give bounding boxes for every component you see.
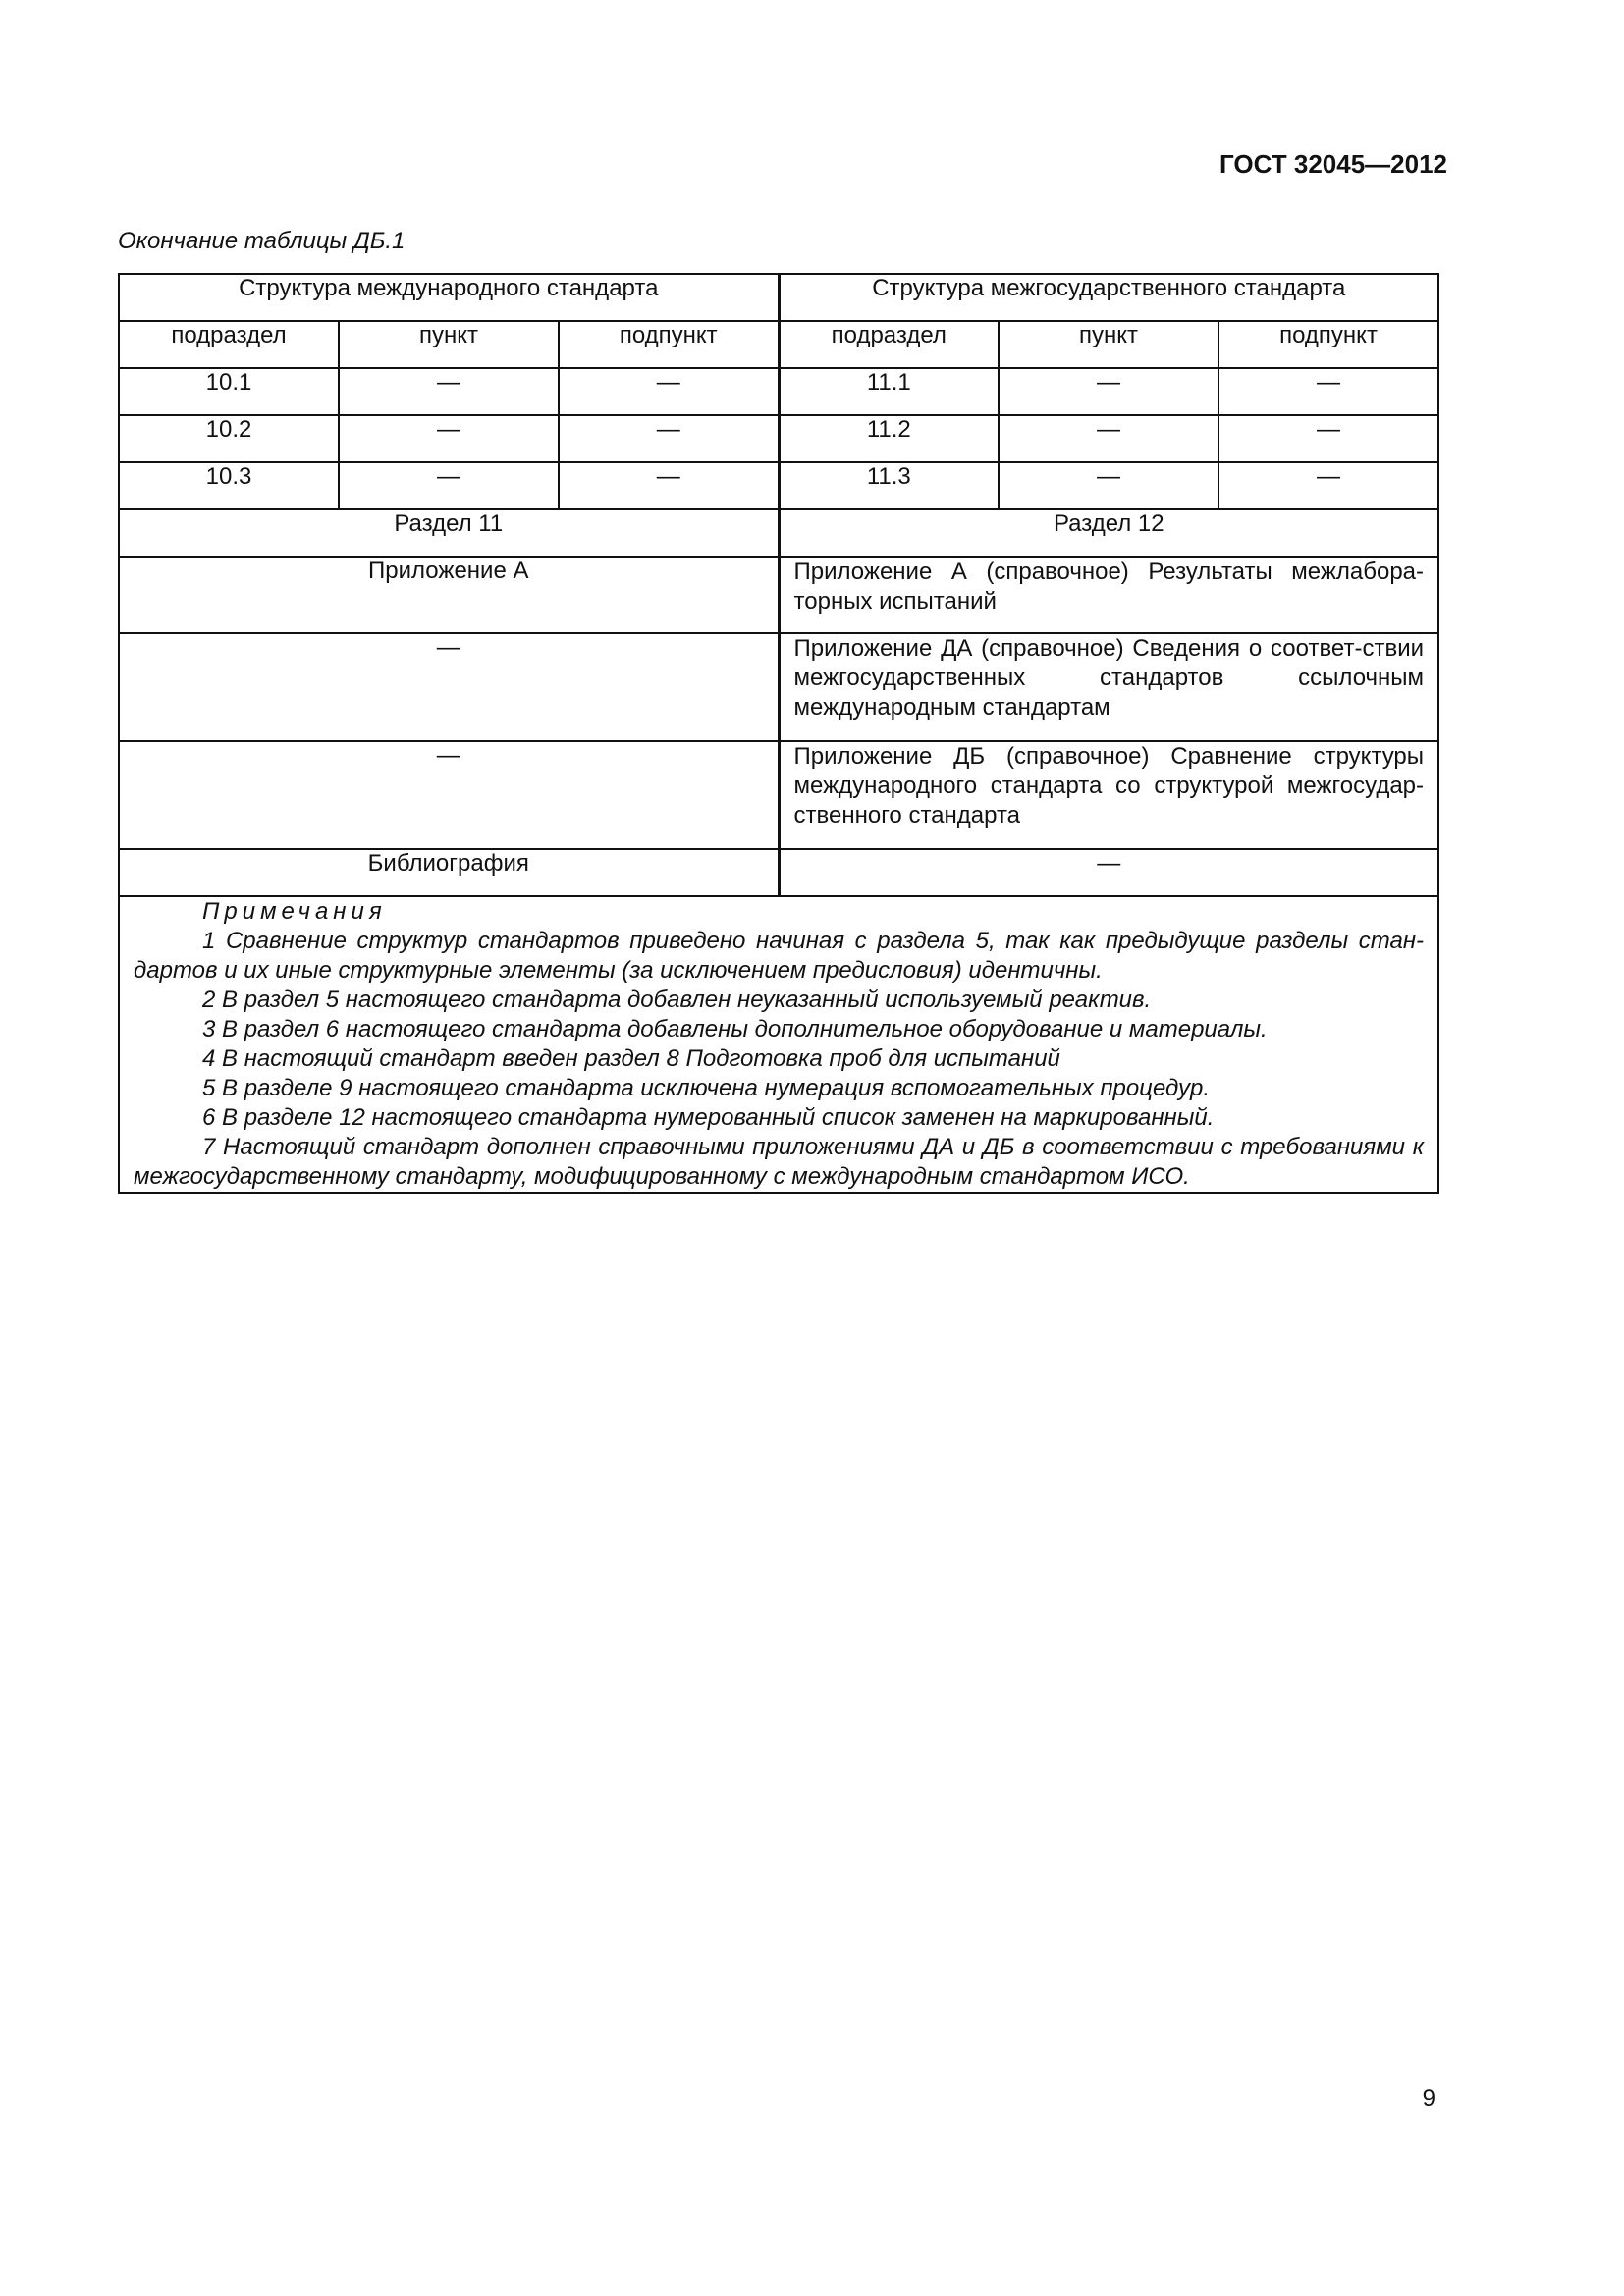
table-cell: Приложение ДБ (справочное) Сравнение структуры международного стандарта со структурой межгосудар-ственного стандарта (779, 741, 1438, 849)
table-cell: 10.1 (119, 368, 339, 415)
table-cell: — (559, 368, 779, 415)
table-cell: — (1218, 368, 1438, 415)
table-group-header-row (119, 274, 1438, 321)
table-row (119, 462, 1438, 509)
notes-cell (119, 896, 1438, 1193)
table-cell: — (999, 462, 1218, 509)
table-cell: 11.3 (779, 462, 999, 509)
table-row (119, 509, 1438, 557)
table-cell: Приложение ДА (справочное) Сведения о соответ-ствии межгосударственных стандартов ссылочным международным стандартам (779, 633, 1438, 741)
note-item: 1 Сравнение структур стандартов приведено начиная с раздела 5, так как предыдущие разделы стан-дартов и их иные структурные элементы (за исключением предисловия) идентичны. (134, 928, 1425, 984)
table-cell: — (559, 462, 779, 509)
table-cell: Раздел 12 (779, 509, 1438, 557)
table-cell: 11.1 (779, 368, 999, 415)
table-cell: 10.3 (119, 462, 339, 509)
table-row (119, 849, 1438, 896)
table-cell: — (1218, 462, 1438, 509)
table-row (119, 741, 1438, 849)
table-cell: — (1218, 415, 1438, 462)
table-cell: — (339, 368, 559, 415)
notes-row (119, 896, 1438, 1193)
subheader-cell: подраздел (119, 321, 339, 368)
table-cell: Библиография (119, 849, 779, 896)
page-number: 9 (1422, 2085, 1435, 2111)
table-row (119, 415, 1438, 462)
table-cell: — (999, 415, 1218, 462)
table-cell: — (119, 633, 779, 741)
subheader-cell: пункт (999, 321, 1218, 368)
table-cell: Раздел 11 (119, 509, 779, 557)
subheader-cell: подпункт (1218, 321, 1438, 368)
table-cell: 11.2 (779, 415, 999, 462)
table-cell: — (999, 368, 1218, 415)
document-id: ГОСТ 32045—2012 (1219, 149, 1447, 179)
subheader-cell: подпункт (559, 321, 779, 368)
header-interstate-structure: Структура межгосударственного стандарта (779, 274, 1438, 321)
table-caption: Окончание таблицы ДБ.1 (118, 228, 406, 254)
subheader-cell: подраздел (779, 321, 999, 368)
table-cell: 10.2 (119, 415, 339, 462)
note-item: 6 В разделе 12 настоящего стандарта нумерованный список заменен на маркированный. (202, 1104, 1215, 1131)
subheader-cell: пункт (339, 321, 559, 368)
note-item: 4 В настоящий стандарт введен раздел 8 Подготовка проб для испытаний (202, 1045, 1060, 1072)
note-item: 7 Настоящий стандарт дополнен справочными приложениями ДА и ДБ в соответствии с требованиями к межгосударственному стандарту, модифицированному с международным стандартом ИСО. (134, 1134, 1425, 1190)
table-cell: — (779, 849, 1438, 896)
table-subheader-row (119, 321, 1438, 368)
note-item: 3 В раздел 6 настоящего стандарта добавлены дополнительное оборудование и материалы. (202, 1016, 1268, 1042)
note-item: 5 В разделе 9 настоящего стандарта исключена нумерация вспомогательных процедур. (202, 1075, 1211, 1101)
table-cell: Приложение А (справочное) Результаты межлабора-торных испытаний (779, 557, 1438, 633)
table-row (119, 368, 1438, 415)
header-international-structure: Структура международного стандарта (119, 274, 779, 321)
table-row (119, 557, 1438, 633)
table-cell: Приложение А (119, 557, 779, 633)
table-row (119, 633, 1438, 741)
note-item: 2 В раздел 5 настоящего стандарта добавлен неуказанный используемый реактив. (202, 987, 1152, 1013)
table-cell: — (119, 741, 779, 849)
table-cell: — (559, 415, 779, 462)
table-cell: — (339, 415, 559, 462)
structure-comparison-table (118, 273, 1439, 1194)
table-cell: — (339, 462, 559, 509)
notes-title: Примечания (202, 898, 387, 925)
